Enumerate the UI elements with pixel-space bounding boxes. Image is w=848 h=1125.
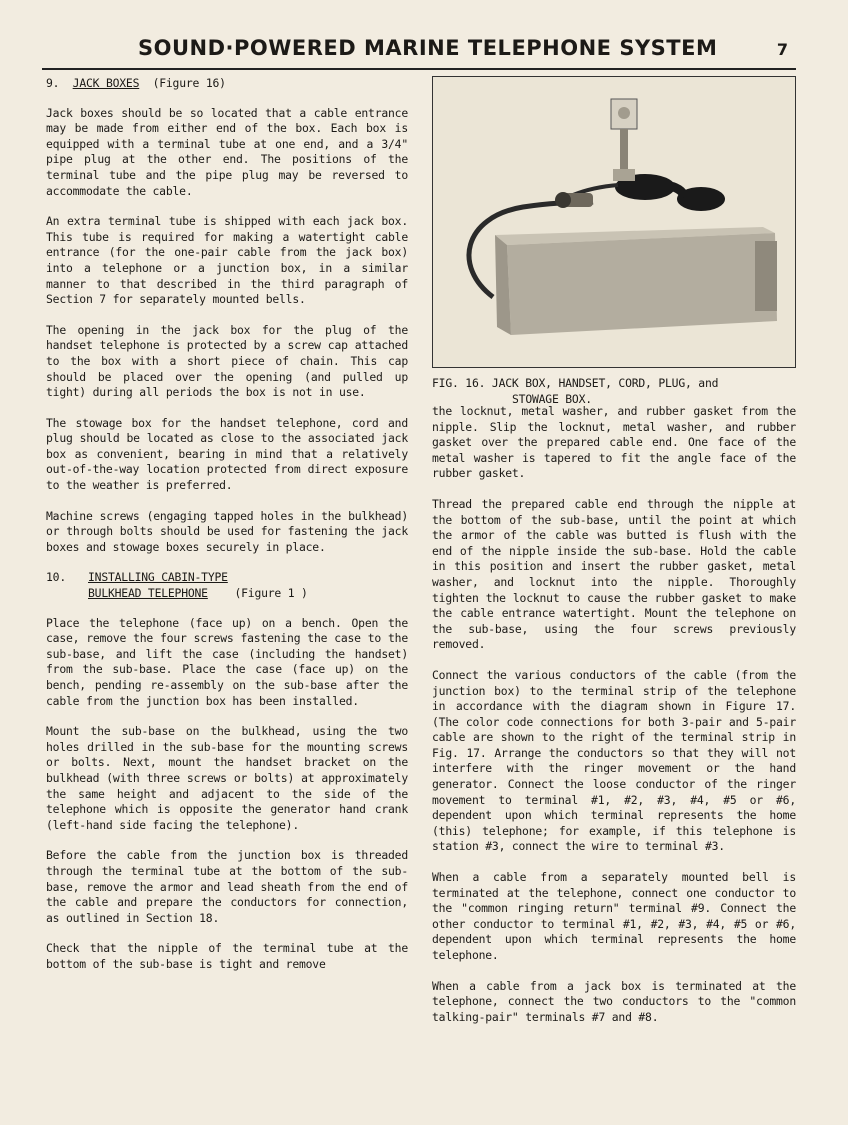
section-9-number: 9.: [46, 76, 60, 90]
jack-box-photo-illustration: [433, 77, 795, 367]
section-10-heading: [46, 570, 408, 601]
page-header: [42, 34, 796, 70]
paragraph: When a cable from a separately mounted bell is terminated at the telephone, connect one conductor to the "common ringing return" terminal #9. Connect the other conductor to terminal #1, #2, #3, #4, #5 or #6, dependent upon which terminal represents the home telephone.: [432, 870, 796, 962]
section-10-title-line2: BULKHEAD TELEPHONE: [88, 586, 208, 601]
paragraph: Before the cable from the junction box is threaded through the terminal tube at the bottom of the sub-base, remove the armor and lead sheath from the end of the cable and prepare the conductors for connection, as outlined in Section 18.: [46, 848, 408, 925]
paragraph: Check that the nipple of the terminal tube at the bottom of the sub-base is tight and remove: [46, 941, 408, 971]
page-number: 7: [776, 40, 788, 59]
jack-box-tube: [613, 169, 635, 181]
paragraph: Connect the various conductors of the cable (from the junction box) to the terminal strip of the telephone in accordance with the diagram shown in Figure 17. (The color code connections for both 3-pair and 5-pair cable are shown to the right of the terminal strip in Fig. 17. Arrange the conductors so that they will not interfere with the ringer movement or the hand generator. Connect the loose conductor of the ringer movement to terminal #1, #2, #3, #4, #5 or #6, dependent upon which terminal represents the home (this) telephone; for example, if this telephone is station #3, connect the wire to terminal #3.: [432, 667, 796, 854]
jack-box-stem: [620, 129, 628, 169]
stowage-box-hinge: [755, 241, 777, 311]
paragraph: The stowage box for the handset telephone, cord and plug should be located as close to the associated jack box as convenient, bearing in mind that a relatively out-of-the-way location protected from direct exposure to the weather is preferred.: [46, 415, 408, 493]
paragraph: the locknut, metal washer, and rubber gasket from the nipple. Slip the locknut, metal washer, and rubber gasket over the prepared cable end. One face of the metal washer is tapered to fit the angle face of the rubber gasket.: [432, 404, 796, 481]
section-10-number: 10.: [46, 570, 66, 585]
figure-caption: [432, 376, 796, 407]
section-9-heading: [46, 76, 408, 92]
header-title: SOUND·POWERED MARINE TELEPHONE SYSTEM: [138, 36, 718, 60]
section-10-figure-ref: (Figure 1 ): [234, 586, 308, 601]
paragraph: The opening in the jack box for the plug of the handset telephone is protected by a screw cap attached to the box with a short piece of chain. This cap should be placed over the opening (and pulled up tight) during all periods the box is not in use.: [46, 322, 408, 400]
paragraph: Thread the prepared cable end through the nipple at the bottom of the sub-base, until the point at which the armor of the cable was butted is flush with the end of the nipple inside the sub-base. Hold the cable in this position and insert the rubber gasket, metal washer, and locknut into the nipple. Thoroughly tighten the locknut to cause the rubber gasket to make the cable entrance watertight. Mount the telephone on the sub-base, using the four screws previously removed.: [432, 496, 796, 652]
paragraph: Machine screws (engaging tapped holes in the bulkhead) or through bolts should be used for fastening the jack boxes and stowage boxes securely in place.: [46, 508, 408, 554]
jack-box-cap: [618, 107, 630, 119]
right-column: [432, 404, 796, 1040]
caption-line2: STOWAGE BOX.: [512, 391, 592, 406]
figure-16-photo: [432, 76, 796, 368]
stowage-box-front: [507, 233, 777, 335]
paragraph: Jack boxes should be so located that a cable entrance may be made from either end of the box. Each box is equipped with a terminal tube at one end, and a 3/4" pipe plug at the other end. The positions of the terminal tube and the pipe plug may be reversed to accommodate the cable.: [46, 105, 408, 198]
paragraph: When a cable from a jack box is terminated at the telephone, connect the two conductors to the "common talking-pair" terminals #7 and #8.: [432, 978, 796, 1024]
section-9-title: JACK BOXES: [72, 76, 140, 90]
plug-nut: [555, 192, 571, 208]
caption-line1: FIG. 16. JACK BOX, HANDSET, CORD, PLUG, and: [432, 376, 719, 390]
section-10-title-line1: INSTALLING CABIN-TYPE: [88, 570, 228, 585]
paragraph: Mount the sub-base on the bulkhead, using the two holes drilled in the sub-base for the mounting screws or bolts. Next, mount the handset bracket on the bulkhead (with three screws or bolts) at approximately the same height and adjacent to the side of the telephone which is opposite the generator hand crank (left-hand side facing the telephone).: [46, 724, 408, 832]
left-column: [46, 76, 408, 988]
paragraph: An extra terminal tube is shipped with each jack box. This tube is required for making a watertight cable entrance (for the one-pair cable from the jack box) into a telephone or a junction box, in a similar manner to that described in the third paragraph of Section 7 for separately mounted bells.: [46, 214, 408, 307]
section-9-figure-ref: (Figure 16): [152, 76, 226, 90]
paragraph: Place the telephone (face up) on a bench. Open the case, remove the four screws fastening the case to the sub-base, and lift the case (including the handset) from the sub-base. Place the case (face up) on the bench, pending re-assembly on the sub-base after the cable from the junction box has been installed.: [46, 615, 408, 708]
figure-area: [432, 76, 796, 407]
